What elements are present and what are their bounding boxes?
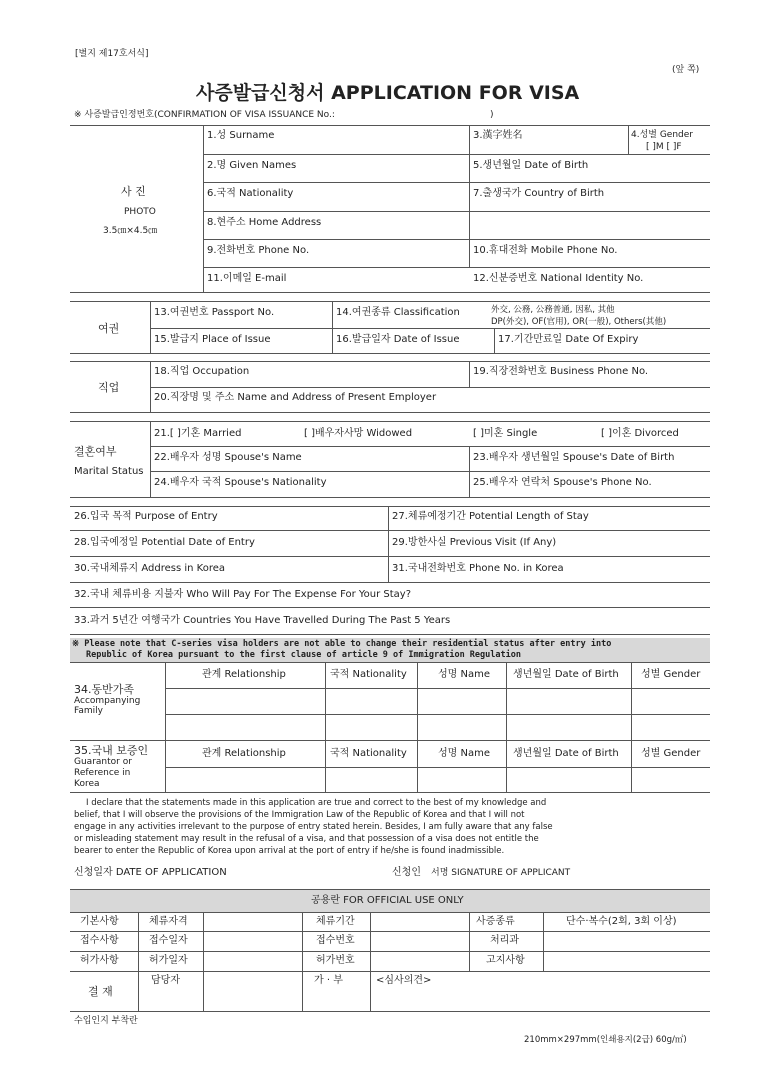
family-header-nationality: 국적 Nationality [330, 669, 407, 680]
spouse-dob-field[interactable]: 23.배우자 생년월일 Spouse's Date of Birth [473, 452, 675, 463]
employer-field[interactable]: 20.직장명 및 주소 Name and Address of Present Employer [154, 392, 437, 403]
official-visa-type-label: 사증종류 [476, 916, 515, 927]
official-permit-date-label: 허가일자 [149, 955, 188, 966]
official-status-label: 체류자격 [149, 916, 188, 927]
length-of-stay-field[interactable]: 27.체류예정기간 Potential Length of Stay [392, 511, 589, 522]
form-code: [별지 제17호서식] [75, 49, 149, 59]
page-title: 사증발급신청서 APPLICATION FOR VISA [196, 82, 580, 104]
guarantor-header-relationship: 관계 Relationship [202, 748, 286, 759]
declaration-line-2: belief, that I will observe the provisions of the Immigration Law of the Republic of Korea and that I will not [74, 810, 525, 820]
official-single-multiple: 단수·복수(2회, 3회 이상) [566, 916, 677, 927]
official-basic-label: 기본사항 [80, 916, 119, 927]
dob-field[interactable]: 5.생년월일 Date of Birth [473, 160, 589, 171]
spouse-nationality-field[interactable]: 24.배우자 국적 Spouse's Nationality [154, 477, 327, 488]
phone-in-korea-field[interactable]: 31.국내전화번호 Phone No. in Korea [392, 563, 564, 574]
given-names-field[interactable]: 2.명 Given Names [207, 160, 297, 171]
official-permit-no-label: 허가번호 [316, 955, 355, 966]
stamp-area-label: 수입인지 부착란 [74, 1016, 138, 1026]
declaration-line-5: bearer to enter the Republic of Korea upon arrival at the port of entry if he/she is found inadmissible. [74, 846, 505, 856]
family-label: 34.동반가족 [74, 683, 134, 696]
official-decision-label: 결 재 [88, 985, 113, 998]
date-of-issue-field[interactable]: 16.발급일자 Date of Issue [336, 334, 460, 345]
official-permit-label: 허가사항 [80, 955, 119, 966]
country-of-birth-field[interactable]: 7.출생국가 Country of Birth [473, 188, 605, 199]
business-phone-field[interactable]: 19.직장전화번호 Business Phone No. [473, 366, 649, 377]
paper-spec: 210mm×297mm(인쇄용지(2급) 60g/㎡) [524, 1035, 687, 1045]
divorced-checkbox[interactable]: [ ]이혼 Divorced [601, 428, 679, 439]
phone-field[interactable]: 9.전화번호 Phone No. [207, 245, 310, 256]
family-label-en-1: Accompanying [74, 696, 141, 706]
confirmation-close: ) [490, 110, 494, 120]
passport-classification-field[interactable]: 14.여권종류 Classification [336, 307, 460, 318]
chinese-name-field[interactable]: 3.漢字姓名 [473, 130, 523, 141]
spouse-name-field[interactable]: 22.배우자 성명 Spouse's Name [154, 452, 302, 463]
guarantor-label-en-2: Reference in [74, 768, 131, 778]
guarantor-header-dob: 생년월일 Date of Birth [513, 748, 619, 759]
official-receipt-date-label: 접수일자 [149, 935, 188, 946]
guarantor-header-gender: 성별 Gender [641, 748, 701, 759]
national-id-field[interactable]: 12.신분증번호 National Identity No. [473, 273, 644, 284]
nationality-field[interactable]: 6.국적 Nationality [207, 188, 294, 199]
occupation-section-label: 직업 [98, 381, 120, 394]
declaration-line-4: or misleading statement may result in the refusal of a visa, and that possession of a visa does not entitle the [74, 834, 539, 844]
mobile-field[interactable]: 10.휴대전화 Mobile Phone No. [473, 245, 618, 256]
home-address-field[interactable]: 8.현주소 Home Address [207, 217, 322, 228]
declaration-line-3: engage in any activities irrelevant to the purpose of entry stated herein. Besides, I am fully aware that any false [74, 822, 553, 832]
married-checkbox[interactable]: 21.[ ]기혼 Married [154, 428, 242, 439]
photo-size[interactable]: 3.5㎝×4.5㎝ [103, 226, 158, 236]
official-receipt-no-label: 접수번호 [316, 935, 355, 946]
expense-field[interactable]: 32.국내 체류비용 지불자 Who Will Pay For The Expense For Your Stay? [74, 589, 412, 600]
family-header-gender: 성별 Gender [641, 669, 701, 680]
family-header-name: 성명 Name [438, 669, 491, 680]
expiry-field[interactable]: 17.기간만료일 Date Of Expiry [498, 334, 639, 345]
purpose-field[interactable]: 26.입국 목적 Purpose of Entry [74, 511, 218, 522]
guarantor-header-name: 성명 Name [438, 748, 491, 759]
passport-class-options-2: DP(外交), OF(官用), OR(一般), Others(其他) [491, 317, 667, 327]
marital-label-en: Marital Status [74, 466, 144, 477]
guarantor-label-en-1: Guarantor or [74, 757, 132, 767]
spouse-phone-field[interactable]: 25.배우자 연락처 Spouse's Phone No. [473, 477, 652, 488]
official-yes-no: 가 · 부 [314, 975, 343, 986]
countries-field[interactable]: 33.과거 5년간 여행국가 Countries You Have Travelled During The Past 5 Years [74, 615, 451, 626]
family-header-relationship: 관계 Relationship [202, 669, 286, 680]
official-title: 공용란 FOR OFFICIAL USE ONLY [311, 895, 464, 906]
date-of-entry-field[interactable]: 28.입국예정일 Potential Date of Entry [74, 537, 255, 548]
official-review-label: <심사의견> [376, 975, 432, 986]
address-in-korea-field[interactable]: 30.국내체류지 Address in Korea [74, 563, 226, 574]
official-officer-label: 담당자 [151, 975, 180, 986]
official-processing-label: 처리과 [490, 935, 519, 946]
official-notice-label: 고지사항 [486, 955, 525, 966]
guarantor-label: 35.국내 보증인 [74, 744, 149, 757]
family-label-en-2: Family [74, 706, 103, 716]
occupation-field[interactable]: 18.직업 Occupation [154, 366, 250, 377]
passport-number-field[interactable]: 13.여권번호 Passport No. [154, 307, 275, 318]
notice-line-2: Republic of Korea pursuant to the first clause of article 9 of Immigration Regulation [86, 650, 521, 660]
widowed-checkbox[interactable]: [ ]배우자사망 Widowed [304, 428, 413, 439]
signature-field[interactable]: 서명 SIGNATURE OF APPLICANT [431, 868, 571, 878]
surname-field[interactable]: 1.성 Surname [207, 130, 275, 141]
single-checkbox[interactable]: [ ]미혼 Single [473, 428, 538, 439]
passport-label: 여권 [98, 322, 120, 335]
gender-options[interactable]: [ ]M [ ]F [646, 142, 682, 152]
place-of-issue-field[interactable]: 15.발급지 Place of Issue [154, 334, 271, 345]
marital-label: 결혼여부 [74, 445, 117, 458]
guarantor-label-en-3: Korea [74, 779, 100, 789]
guarantor-header-nationality: 국적 Nationality [330, 748, 407, 759]
official-receipt-label: 접수사항 [80, 935, 119, 946]
email-field[interactable]: 11.이메일 E-mail [207, 273, 287, 284]
gender-field: 4.성별 Gender [631, 130, 694, 140]
declaration-line-1: I declare that the statements made in this application are true and correct to the best of my knowledge and [86, 798, 547, 808]
notice-line-1: ※ Please note that C-series visa holders are not able to change their residential status after entry into [72, 639, 612, 649]
passport-class-options-1: 外交, 公務, 公務普通, 因私, 其他 [491, 305, 615, 315]
family-header-dob: 생년월일 Date of Birth [513, 669, 619, 680]
confirmation-label: ※ 사증발급인정번호(CONFIRMATION OF VISA ISSUANCE No.: [74, 110, 335, 120]
official-period-label: 체류기간 [316, 916, 355, 927]
previous-visit-field[interactable]: 29.방한사실 Previous Visit (If Any) [392, 537, 557, 548]
photo-label: 사 진 [121, 185, 146, 198]
signature-label: 신청인 [392, 867, 421, 878]
photo-label-en: PHOTO [124, 207, 156, 217]
application-date-field[interactable]: 신청일자 DATE OF APPLICATION [74, 867, 227, 878]
page-side: (앞 쪽) [672, 65, 700, 75]
